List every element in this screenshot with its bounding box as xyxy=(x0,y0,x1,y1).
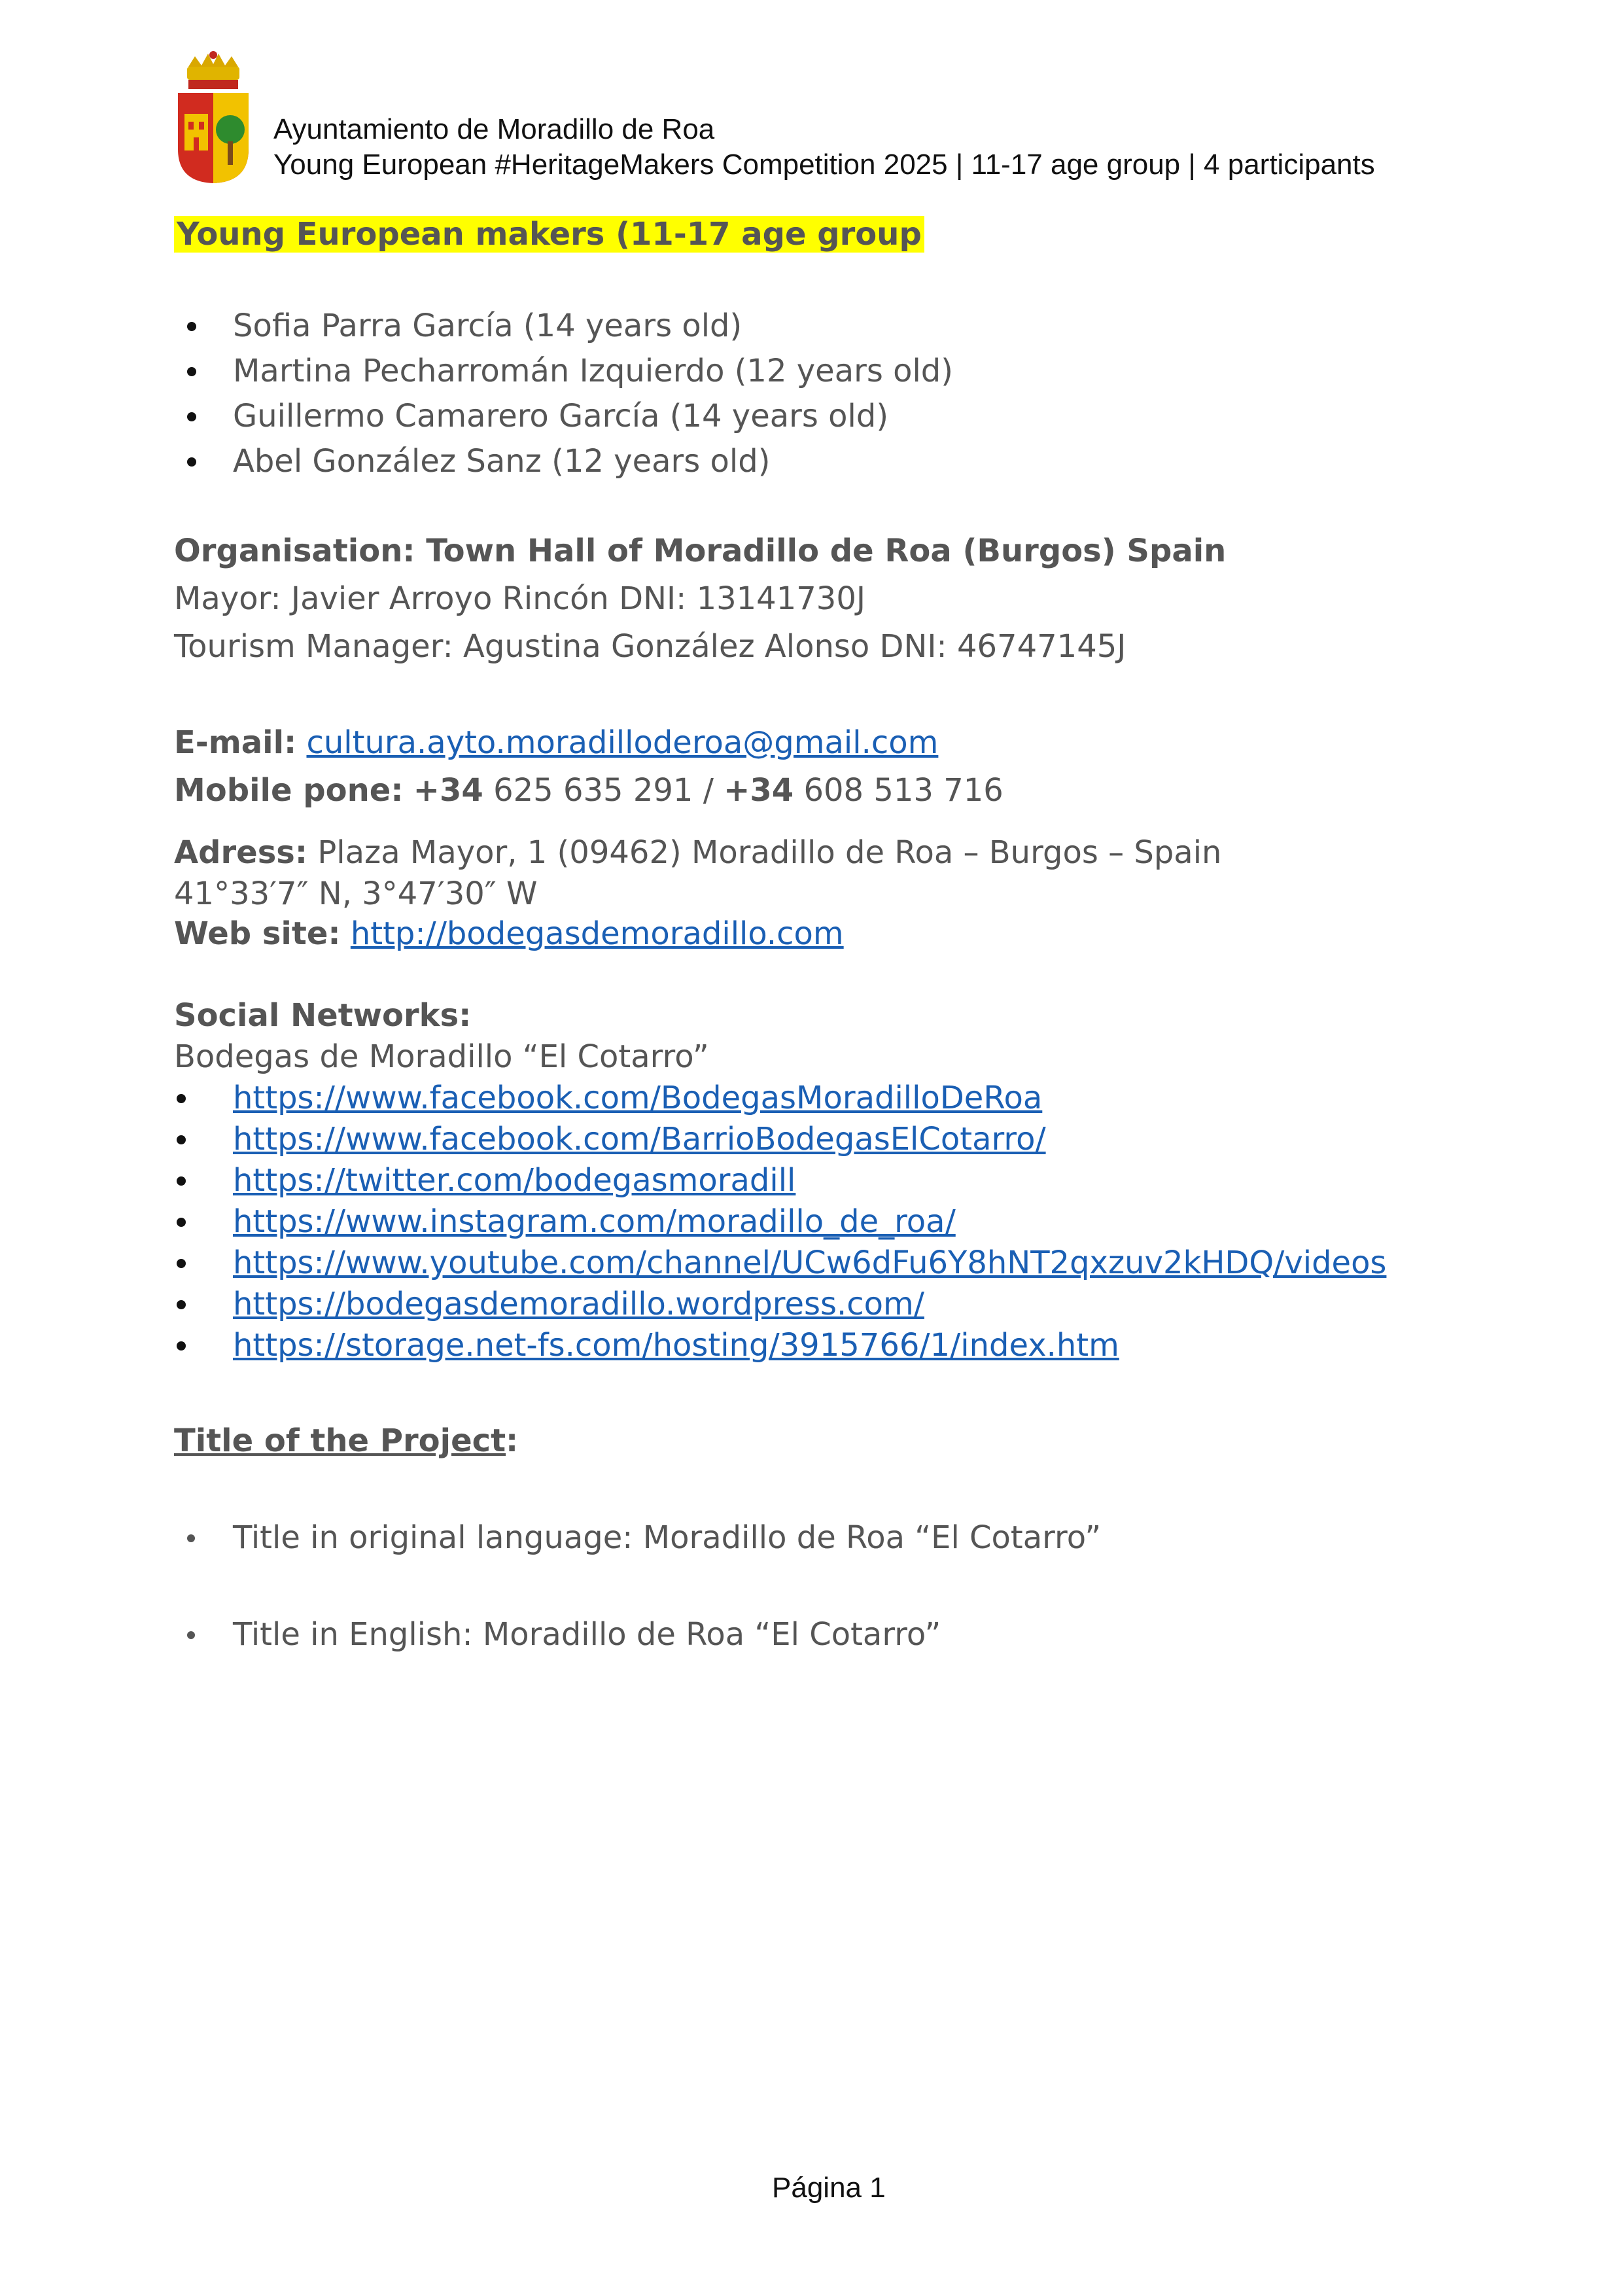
website-label: Web site: xyxy=(174,915,341,952)
phone-separator: / xyxy=(703,772,714,809)
mayor-line: Mayor: Javier Arroyo Rincón DNI: 13141730J xyxy=(174,580,866,617)
bullet-icon xyxy=(187,367,196,376)
bullet-icon xyxy=(177,1094,186,1103)
address-label: Adress: xyxy=(174,834,308,871)
email-label: E-mail: xyxy=(174,724,297,761)
mobile-label: Mobile pone: xyxy=(174,772,404,809)
instagram-link[interactable]: https://www.instagram.com/moradillo_de_roa/ xyxy=(233,1203,956,1240)
page-number: Página 1 xyxy=(772,2172,886,2204)
project-heading xyxy=(174,1421,518,1460)
coat-of-arms-icon xyxy=(174,51,253,185)
bullet-icon xyxy=(187,457,196,467)
title-original: Title in original language: Moradillo de Roa “El Cotarro” xyxy=(233,1519,1102,1556)
makers-heading-highlight: Young European makers (11-17 age group xyxy=(174,216,924,253)
bullet-icon xyxy=(187,322,196,331)
bullet-icon xyxy=(177,1300,186,1309)
bullet-icon xyxy=(187,1534,195,1542)
storage-link[interactable]: https://storage.net-fs.com/hosting/3915766/1/index.htm xyxy=(233,1327,1119,1364)
bullet-icon xyxy=(187,1631,195,1639)
social-heading: Social Networks: xyxy=(174,997,472,1034)
town-crest xyxy=(174,51,253,185)
address-value: Plaza Mayor, 1 (09462) Moradillo de Roa – Burgos – Spain xyxy=(317,834,1222,871)
facebook-link[interactable]: https://www.facebook.com/BodegasMoradilloDeRoa xyxy=(233,1080,1043,1116)
bullet-icon xyxy=(177,1176,186,1186)
twitter-link[interactable]: https://twitter.com/bodegasmoradill xyxy=(233,1162,796,1199)
wordpress-link[interactable]: https://bodegasdemoradillo.wordpress.com/ xyxy=(233,1286,924,1322)
phone-prefix-1: +34 xyxy=(413,772,483,809)
project-heading-colon: : xyxy=(506,1422,519,1459)
phone-prefix-2: +34 xyxy=(724,772,794,809)
address-line xyxy=(174,833,1221,872)
youtube-link[interactable]: https://www.youtube.com/channel/UCw6dFu6Y8hNT2qxzuv2kHDQ/videos xyxy=(233,1245,1387,1281)
website-line xyxy=(174,914,844,953)
mobile-line xyxy=(174,771,1003,810)
bullet-icon xyxy=(187,412,196,421)
email-line xyxy=(174,723,938,762)
coordinates-line: 41°33′7″ N, 3°47′30″ W xyxy=(174,875,538,912)
makers-heading xyxy=(174,215,924,258)
header-competition: Young European #HeritageMakers Competition 2025 | 11-17 age group | 4 participants xyxy=(273,149,1375,181)
social-subheading: Bodegas de Moradillo “El Cotarro” xyxy=(174,1038,709,1075)
bullet-icon xyxy=(177,1218,186,1227)
email-link[interactable]: cultura.ayto.moradilloderoa@gmail.com xyxy=(306,724,939,761)
project-heading-text: Title of the Project xyxy=(174,1422,506,1459)
organisation-line: Organisation: Town Hall of Moradillo de Roa (Burgos) Spain xyxy=(174,533,1227,569)
website-link[interactable]: http://bodegasdemoradillo.com xyxy=(350,915,844,952)
phone-1: 625 635 291 xyxy=(493,772,693,809)
bullet-icon xyxy=(177,1341,186,1351)
facebook-barrio-link[interactable]: https://www.facebook.com/BarrioBodegasElCotarro/ xyxy=(233,1121,1046,1157)
title-english: Title in English: Moradillo de Roa “El Cotarro” xyxy=(233,1616,941,1653)
phone-2: 608 513 716 xyxy=(803,772,1003,809)
header-org-name: Ayuntamiento de Moradillo de Roa xyxy=(273,113,715,145)
bullet-icon xyxy=(177,1259,186,1268)
tourism-manager-line: Tourism Manager: Agustina González Alonso DNI: 46747145J xyxy=(174,628,1126,665)
bullet-icon xyxy=(177,1135,186,1144)
